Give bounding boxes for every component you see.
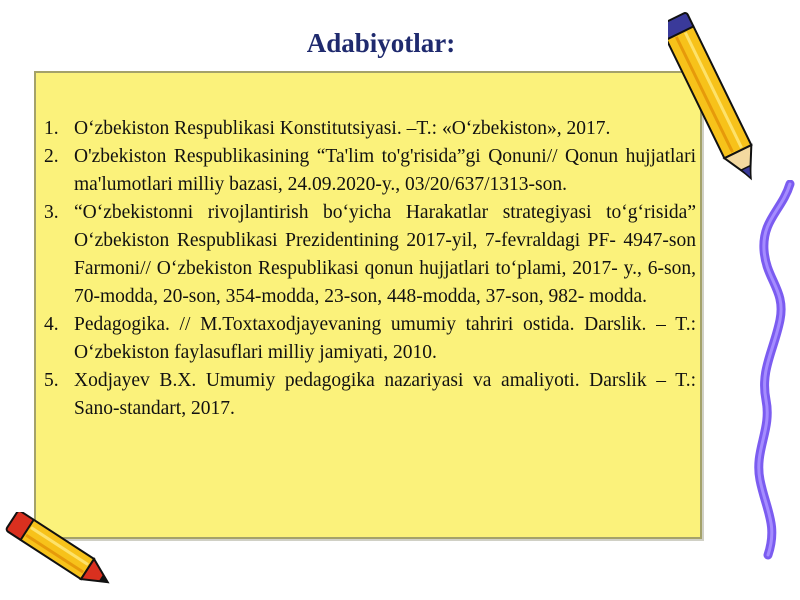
references-list xyxy=(44,115,696,423)
squiggle-line-icon xyxy=(740,180,800,570)
list-item xyxy=(44,311,696,367)
list-item-text: Xodjayev B.X. Umumiy pedagogika nazariyasi va amaliyoti. Darslik – T.: Sano-standart, 2017. xyxy=(74,370,696,419)
list-item-text: O'zbekiston Respublikasining “Ta'lim to'g'risida”gi Qonuni// Qonun hujjatlari ma'lumotlari milliy bazasi, 24.09.2020-y., 03/20/637/1313-son. xyxy=(74,146,696,195)
list-item xyxy=(44,143,696,199)
list-item-text: Pedagogika. // M.Toxtaxodjayevaning umumiy tahriri ostida. Darslik. – T.: O‘zbekiston faylasuflari milliy jamiyati, 2010. xyxy=(74,314,696,363)
page-title: Adabiyotlar: xyxy=(306,28,456,58)
list-item xyxy=(44,115,696,143)
list-item-text: O‘zbekiston Respublikasi Konstitutsiyasi. –T.: «O‘zbekiston», 2017. xyxy=(74,118,611,139)
list-item-text: “O‘zbekistonni rivojlantirish bo‘yicha Harakatlar strategiyasi to‘g‘risida” O‘zbekiston Respublikasi Prezidentining 2017-yil, 7-fevraldagi PF- 4947-son Farmoni// O‘zbekiston Respublikasi qonun hujjatlari to‘plami, 2017- y., 6-son, 70-modda, 20-son, 354-modda, 23-son, 448-modda, 37-son, 982- modda. xyxy=(74,202,696,307)
list-item-number: 1. xyxy=(44,118,59,139)
references-card xyxy=(34,71,702,539)
list-item xyxy=(44,199,696,311)
list-item xyxy=(44,367,696,423)
list-item-number: 3. xyxy=(44,202,59,223)
list-item-number: 2. xyxy=(44,146,59,167)
list-item-number: 4. xyxy=(44,314,59,335)
list-item-number: 5. xyxy=(44,370,59,391)
pencil-icon xyxy=(668,2,764,198)
pencil-icon xyxy=(0,512,122,594)
